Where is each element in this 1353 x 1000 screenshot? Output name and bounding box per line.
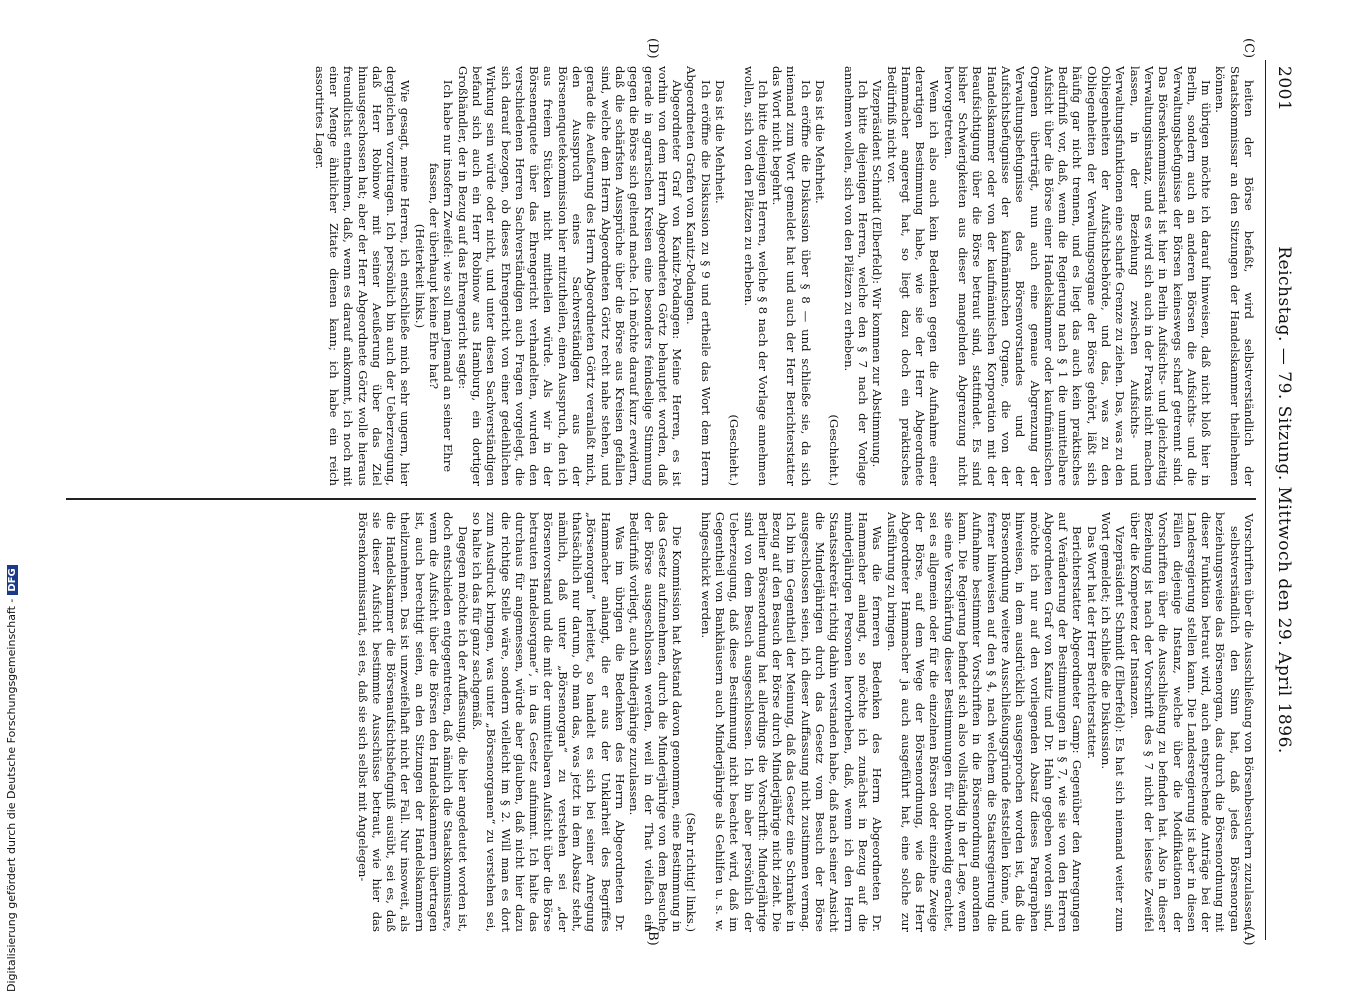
paragraph: Vorschriften über die Ausschließung von Börsenbesuchern zuzulassen,	[1242, 513, 1256, 931]
paragraph: Ich eröffne die Diskussion über § 8 — und schließe sie, da sich niemand zum Wort gemeldet hat und auch der Herr Berichterstatter das Wort nicht begehrt.	[770, 66, 813, 486]
paragraph: Abgeordneter Graf von Kanitz-Podangen: Meine Herren, es ist vorhin von dem Herrn Abgeordneten Görtz behauptet worden, daß gerade in agrarischen Kreisen eine besonders feindselige Stimmung gegen die Börse sich geltend mache. Ich möchte darauf kurz erwidern, daß die schärfsten Aussprüche über die Börse aus Kreisen gefallen sind, welche dem Herrn Abgeordneten Görtz recht nahe stehen, und gerade die Aeußerung des Herrn Abgeordneten Görtz veranlaßt mich, den Ausspruch eines Sachverständigen aus der Börsenenquetekommission hier mitzutheilen, einen Ausspruch, den ich aus freiem Stücken nicht mittheilen würde. Als wir in der Börsenenquete über das Ehrengericht verhandelten, wurden den verschiedenen Herren Sachverständigen auch Fragen vorgelegt, die sich darauf bezogen, ob dieses Ehrengericht von einer gedeihlichen Wirkung sein würde oder nicht, und unter diesen Sachverständigen befand sich auch ein Herr Robinow aus Hamburg, ein dortiger Großhändler, der in Bezug auf das Ehrengericht sagte:	[455, 66, 685, 486]
paragraph: Vizepräsident Schmidt (Elberfeld): Wir kommen zur Abstimmung.	[870, 80, 885, 468]
dfg-logo: DFG	[7, 565, 18, 594]
quotation: Ich habe nur insofern Zweifel: wie soll man jemand an seiner Ehre fassen, der überhaupt keine Ehre hat?	[427, 79, 456, 473]
paragraph: Was im übrigen die Bedenken des Herrn Abgeordneten Dr. Hammacher anlangt, die er aus der Unklarheit des Begriffes „Börsenorgan“ herleitet, so handelt es sich bei seiner Anregung thatsächlich nur darum, ob man das, was jetzt in dem Absatz steht, nämlich, daß unter „Börsenorgan“ zu verstehen sei „der Börsenvorstand und die mit der unmittelbaren Aufsicht über die Börse betrauten Handelsorgane“, in das Gesetz aufnimmt. Ich halte das durchaus für angemessen, würde aber glauben, daß nicht hier dazu die richtige Stelle wäre, sondern vielleicht im § 2. Will man es dort zum Ausdruck bringen, was unter „Börsenorganen“ zu verstehen sei, so halte ich das für ganz sachgemäß.	[469, 512, 627, 932]
paragraph: Berichterstatter Abgeordneter Gamp: Gegenüber den Anregungen auf Veränderung der Bestimmungen in § 7, wie sie von den Herren Abgeordneten Graf von Kanitz und Dr. Hahn gegeben worden sind, möchte ich nur auf den vorliegenden Absatz dieses Paragraphen hinweisen, in dem ausdrücklich ausgesprochen worden ist, daß die Börsenordnung weitere Ausschließungsgründe feststellen könne, und ferner hinweisen auf den § 4, nach welchem die Staatsregierung die Aufnahme bestimmter Vorschriften in die Börsenordnung anordnen kann. Die Regierung befindet sich also vollständig in der Lage, wenn sie eine Verschärfung dieser Bestimmungen für nothwendig erachtet, sei es allgemein oder für die einzelnen Börsen oder einzelne Zweige der Börse, auf dem Wege der Börsenordnung, wie das Herr Abgeordneter Hammacher ja auch ausgeführt hat, eine solche zur Ausführung zu bringen.	[884, 512, 1085, 932]
interjection: (Sehr richtig! links.)	[684, 812, 699, 932]
paragraph: Die Kommission hat Abstand davon genommen, eine Bestimmung in das Gesetz aufzunehmen, durch die Minderjährige von dem Besuche der Börse ausgeschlossen werden, weil in der That vielfach ein Bedürfniß vorliegt, auch Minderjährige zuzulassen.	[627, 512, 685, 932]
digitization-credit	[5, 565, 18, 992]
column-left	[66, 66, 1256, 486]
paragraph: Das ist die Mehrheit.	[713, 80, 728, 204]
margin-mark-c: (C)	[1241, 38, 1256, 59]
paragraph: Was die ferneren Bedenken des Herrn Abgeordneten Dr. Hammacher anlangt, so möchte ich zunächst in Bezug auf die minderjährigen Personen hervorheben, daß, wenn ich den Herrn Staatssekretär richtig dahin verstanden habe, daß nach seiner Ansicht die Minderjährigen durch das Gesetz vom Besuch der Börse ausgeschlossen seien, ich dieser Auffassung nicht zustimmen vermag. Ich bin im Gegentheil der Meinung, daß das Gesetz eine Schranke in Bezug auf den Besuch der Börse durch Minderjährige nicht zieht. Die Berliner Börsenordnung hat allerdings die Vorschrift: Minderjährige sind von dem Besuch ausgeschlossen. Ich bin aber persönlich der Ueberzeugung, daß diese Bestimmung nicht beachtet wird, daß im Gegentheil von Bankhäusern auch Minderjährige als Gehilfen u. s. w. hingeschickt werden.	[698, 512, 885, 932]
interjection: (Geschieht.)	[727, 414, 742, 486]
running-title: Reichstag. — 79. Sitzung. Mittwoch den 29. April 1896.	[1274, 246, 1294, 754]
column-divider	[66, 498, 1256, 500]
credit-text: Digitalisierung gefördert durch die Deutsche Forschungsgemeinschaft -	[5, 598, 18, 992]
margin-mark-d: (D)	[645, 38, 660, 59]
paragraph: Dagegen möchte ich der Auffassung, die hier angedeutet worden ist, doch entschieden entgegentreten, daß nämlich die Staatskommissare, wenn die Aufsicht über die Börsen den Handelskammern übertragen ist, auch berechtigt seien, an den Sitzungen der Handelskammern theilzunehmen. Das ist unzweifelhaft nicht der Fall. Nur insoweit, als die Handelskammer die Börsenaufsichtsbefugniß ausübt, sei es, daß sie dieser Aufsicht bestimmte Ausschüsse betraut, wie hier das Börsenkommissariat, sei es, daß sie sich selbst mit Angelegen-	[355, 512, 470, 932]
interjection: (Heiterkeit links.)	[412, 223, 427, 329]
interjection: (Geschieht.)	[827, 414, 842, 486]
paragraph: Das Wort hat der Herr Berichterstatter.	[1084, 526, 1099, 760]
margin-mark-a: (A)	[1241, 926, 1256, 946]
paragraph: heiten der Börse befaßt, wird selbstverständlich der Staatskommissar an den Sitzungen der Handelskammer theilnehmen können.	[1213, 66, 1256, 486]
column-right	[66, 512, 1256, 932]
page-header	[1265, 60, 1300, 940]
paragraph: Wenn ich also auch kein Bedenken gegen die Aufnahme einer derartigen Bestimmung habe, wie sie der Herr Abgeordnete Hammacher angeregt hat, so liegt dazu doch ein praktisches Bedürfniß nicht vor.	[884, 66, 942, 486]
margin-mark-b: (B)	[645, 926, 660, 946]
paragraph: selbstverständlich den Sinn hat, daß jedes Börsenorgan beziehungsweise das Börsenorgan, das durch die Börsenordnung mit dieser Funktion betraut wird, auch entsprechende Anträge bei der Landesregierung stellen kann. Die Landesregierung ist aber in diesen Fällen diejenige Instanz, welche über die Modifikationen der Vorschriften über die Ausschließung zu befinden hat. Also in dieser Beziehung ist nach der Vorschrift des § 7 nicht der leiseste Zweifel über die Kompetenz der Instanzen.	[1127, 512, 1242, 932]
paragraph: Im übrigen möchte ich darauf hinweisen, daß nicht bloß hier in Berlin, sondern auch an anderen Börsen die Aufsichts- und die Verwaltungsbefugnisse der Börsen keineswegs scharf getrennt sind. Das Börsenkommissariat ist hier in Berlin Aufsichts- und gleichzeitig Verwaltungsinstanz, und es wird sich auch in der Praxis nicht machen lassen, in der Beziehung zwischen Aufsichts- und Verwaltungsfunktionen eine scharfe Grenze zu ziehen. Das, was zu den Obliegenheiten der Aufsichtsbehörde, und das, was zu den Obliegenheiten der Verwaltungsorgane der Börse gehört, läßt sich häufig gar nicht trennen, und es liegt das auch kein praktisches Bedürfniß vor, daß, wenn die Regierung nach § 1 die unmittelbare Aufsicht über die Börse einer Handelskammer oder kaufmännischen Organen überträgt, nun auch eine genaue Abgrenzung der Verwaltungsbefugnisse des Börsenvorstandes und der Aufsichtsbefugnisse der kaufmännischen Organe, die von der Handelskammer oder von der kaufmännischen Korporation mit der Beaufsichtigung über die Börse betraut sind, stattfindet. Es sind bisher Schwierigkeiten aus dieser mangelnden Abgrenzung nicht hervorgetreten.	[941, 66, 1214, 486]
rotated-page	[50, 38, 1300, 946]
paragraph: Wie gesagt, meine Herren, ich entschließe mich sehr ungern, hier dergleichen vorzutragen. Ich persönlich bin auch der Ueberzeugung, daß Herr Robinow mit seiner Aeußerung über das Ziel hinausgeschossen hat; aber der Herr Abgeordnete Görtz wolle hieraus freundlichst entnehmen, daß, wenn es darauf ankommt, ich noch mit einer Menge ähnlicher Zitate dienen kann; ich habe ein reich assortirtes Lager.	[312, 66, 413, 486]
paragraph: Ich bitte diejenigen Herren, welche § 8 nach der Vorlage annehmen wollen, sich von den Plätzen zu erheben.	[741, 66, 770, 486]
paragraph: Ich eröffne die Diskussion zu § 9 und ertheile das Wort dem Herrn Abgeordneten Grafen von Kanitz-Podangen.	[684, 66, 713, 486]
paragraph: Vizepräsident Schmidt (Elberfeld): Es hat sich niemand weiter zum Wort gemeldet; ich schließe die Diskussion.	[1099, 512, 1128, 932]
page-number: 2001	[1274, 66, 1294, 112]
paragraph: Ich bitte diejenigen Herren, welche den § 7 nach der Vorlage annehmen wollen, sich von den Plätzen zu erheben.	[841, 66, 870, 486]
paragraph: Das ist die Mehrheit.	[813, 80, 828, 204]
